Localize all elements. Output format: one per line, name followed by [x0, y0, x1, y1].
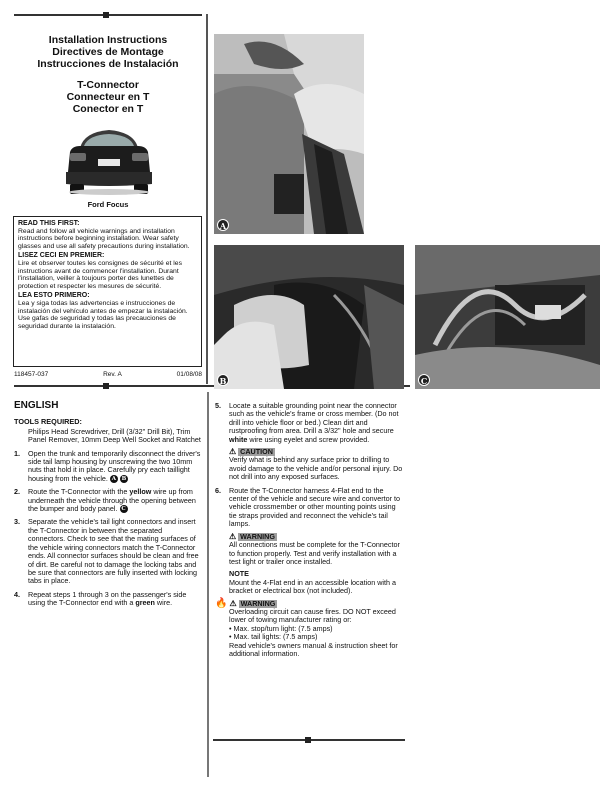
vehicle-caption: Ford Focus: [87, 200, 129, 209]
figure-ref: A: [111, 475, 117, 482]
english-column-right: [215, 402, 405, 658]
warning-triangle-icon: ⚠: [229, 598, 237, 608]
step-number: 2.: [14, 487, 20, 497]
wire-color: green: [135, 598, 155, 608]
read-first-body: Lea y siga todas las advertencias e instrucciones de instalación del vehículo antes de empezar la instalación. Use gafas de seguridad y todas las precauciones de seguridad durante la instalación.: [18, 299, 188, 330]
figure-ref: B: [121, 475, 127, 482]
top-tick-left: [103, 12, 109, 18]
step-item: [14, 591, 201, 608]
doc-date: 01/08/08: [176, 371, 202, 378]
title-line: Instrucciones de Instalación: [37, 58, 179, 70]
title-block: [14, 34, 202, 115]
warning-triangle-icon: ⚠: [229, 531, 237, 541]
note-label: NOTE: [229, 569, 249, 579]
photo-c: [415, 245, 600, 389]
note-text: Mount the 4-Flat end in an accessible location with a bracket or electrical box (not included).: [229, 577, 397, 596]
bottom-tick: [305, 737, 311, 743]
wire-color: yellow: [129, 487, 152, 497]
read-first-body: Read and follow all vehicle warnings and installation instructions before beginning installation. Wear safety glasses and use all safety precautions during installation.: [18, 227, 190, 250]
warning-text: Overloading circuit can cause fires. DO NOT exceed lower of towing manufacturer rating or:: [229, 606, 396, 625]
step-item: [14, 518, 201, 585]
step-text: Repeat steps 1 through 3 on the passenger's side using the T-Connector end with a: [28, 589, 187, 608]
step-item: [14, 488, 201, 513]
vertical-divider-bottom: [207, 392, 209, 777]
step-text: wire up from underneath the vehicle through the opening between the bumper and body panel.: [28, 487, 196, 514]
warning-footer: Read vehicle's owners manual & instruction sheet for additional information.: [229, 640, 398, 658]
photo-label: B: [217, 374, 229, 386]
amp-limit: • Max. stop/turn light: (7.5 amps): [229, 623, 333, 633]
caution-label: CAUTION: [240, 447, 273, 457]
step-text: Route the T-Connector with the: [28, 487, 130, 497]
step-text: Separate the vehicle's tail light connectors and insert the T-Connector in between the separated connectors. Check to see that the mating surfaces of the vehicle wiring connectors match the T-Connector ends. All connector surfaces should be clean and free of dirt. Be careful not to damage the locking tabs and be sure that connectors are fully inserted with locking tabs in place.: [28, 517, 199, 586]
read-first-heading: READ THIS FIRST:: [18, 220, 80, 227]
step-number: 5.: [215, 401, 221, 410]
read-first-box: [13, 216, 202, 367]
product-line: Conector en T: [72, 103, 144, 115]
tools-heading: TOOLS REQUIRED:: [14, 417, 82, 427]
photo-b: [214, 245, 404, 389]
step-number: 1.: [14, 448, 20, 458]
title-line: Directives de Montage: [52, 46, 164, 58]
read-first-body: Lire et observer toutes les consignes de sécurité et les instructions avant de commencer l'installation. Durant l'installation, veiller à toujours porter des lunettes de protection et respecter les mesures de sécurité.: [18, 259, 182, 290]
revision: Rev. A: [103, 371, 122, 378]
step-text: Open the trunk and temporarily disconnect the driver's side tail lamp housing by unscrewing the two 10mm nuts that hold it in place. Carefully pry each taillight housing from the vehicle.: [28, 448, 201, 483]
step-text: Locate a suitable grounding point near the connector such as the vehicle's frame or cross member. (Do not drill into vehicle floor or bed.) Clean dirt and rustproofing from area. Drill a 3/32" hole and secure: [229, 401, 399, 436]
step-number: 4.: [14, 589, 20, 599]
step-item: [215, 402, 405, 444]
english-column-left: [14, 402, 201, 608]
title-line: Installation Instructions: [48, 34, 168, 46]
photo-label: C: [418, 374, 430, 386]
warning-label: WARNING: [240, 531, 275, 541]
doc-info: [14, 371, 202, 378]
photo-a: [214, 34, 364, 234]
product-line: T-Connector: [77, 79, 139, 91]
photo-label: A: [217, 219, 229, 231]
figure-ref: C: [121, 506, 126, 513]
step-text: Route the T-Connector harness 4-Flat end to the center of the vehicle and secure wire and convertor to vehicle crossmember or other mounting points using tie straps provided and reconnect the vehicle's tail lamps.: [229, 485, 400, 529]
amp-limit: • Max. tail lights: (7.5 amps): [229, 632, 318, 642]
read-first-heading: LEA ESTO PRIMERO:: [18, 292, 90, 300]
mid-tick-left: [103, 383, 109, 389]
warning-triangle-icon: ⚠: [229, 447, 237, 457]
warning-label: WARNING: [240, 598, 276, 608]
product-line: Connecteur en T: [66, 91, 150, 103]
step-text: wire.: [154, 598, 173, 608]
fire-warning-block: [215, 597, 405, 659]
step-item: [215, 487, 405, 529]
warning-block: [229, 533, 405, 567]
part-number: 118457-037: [14, 371, 49, 378]
warning-text: All connections must be complete for the T-Connector to function properly. Test and verify installation with a test light or trailer once installed.: [229, 540, 400, 566]
fire-icon: 🔥: [215, 597, 228, 609]
vertical-divider-top: [206, 14, 208, 384]
car-rear-image: [62, 126, 156, 196]
note-block: [229, 570, 405, 595]
read-first-heading: LISEZ CECI EN PREMIER:: [18, 252, 105, 260]
section-title: ENGLISH: [14, 400, 59, 411]
step-number: 3.: [14, 517, 20, 527]
tools-list: Philips Head Screwdriver, Drill (3/32" Drill Bit), Trim Panel Remover, 10mm Deep Well Socket and Ratchet: [28, 426, 201, 445]
wire-color: white: [229, 434, 248, 444]
step-item: [14, 450, 201, 484]
step-number: 6.: [215, 485, 221, 495]
caution-text: Verify what is behind any surface prior to drilling to avoid damage to the vehicle and/or personal injury. Do not drill into any exposed surfaces.: [229, 455, 403, 482]
caution-block: [229, 448, 405, 482]
step-text: wire using eyelet and screw provided.: [247, 434, 370, 444]
